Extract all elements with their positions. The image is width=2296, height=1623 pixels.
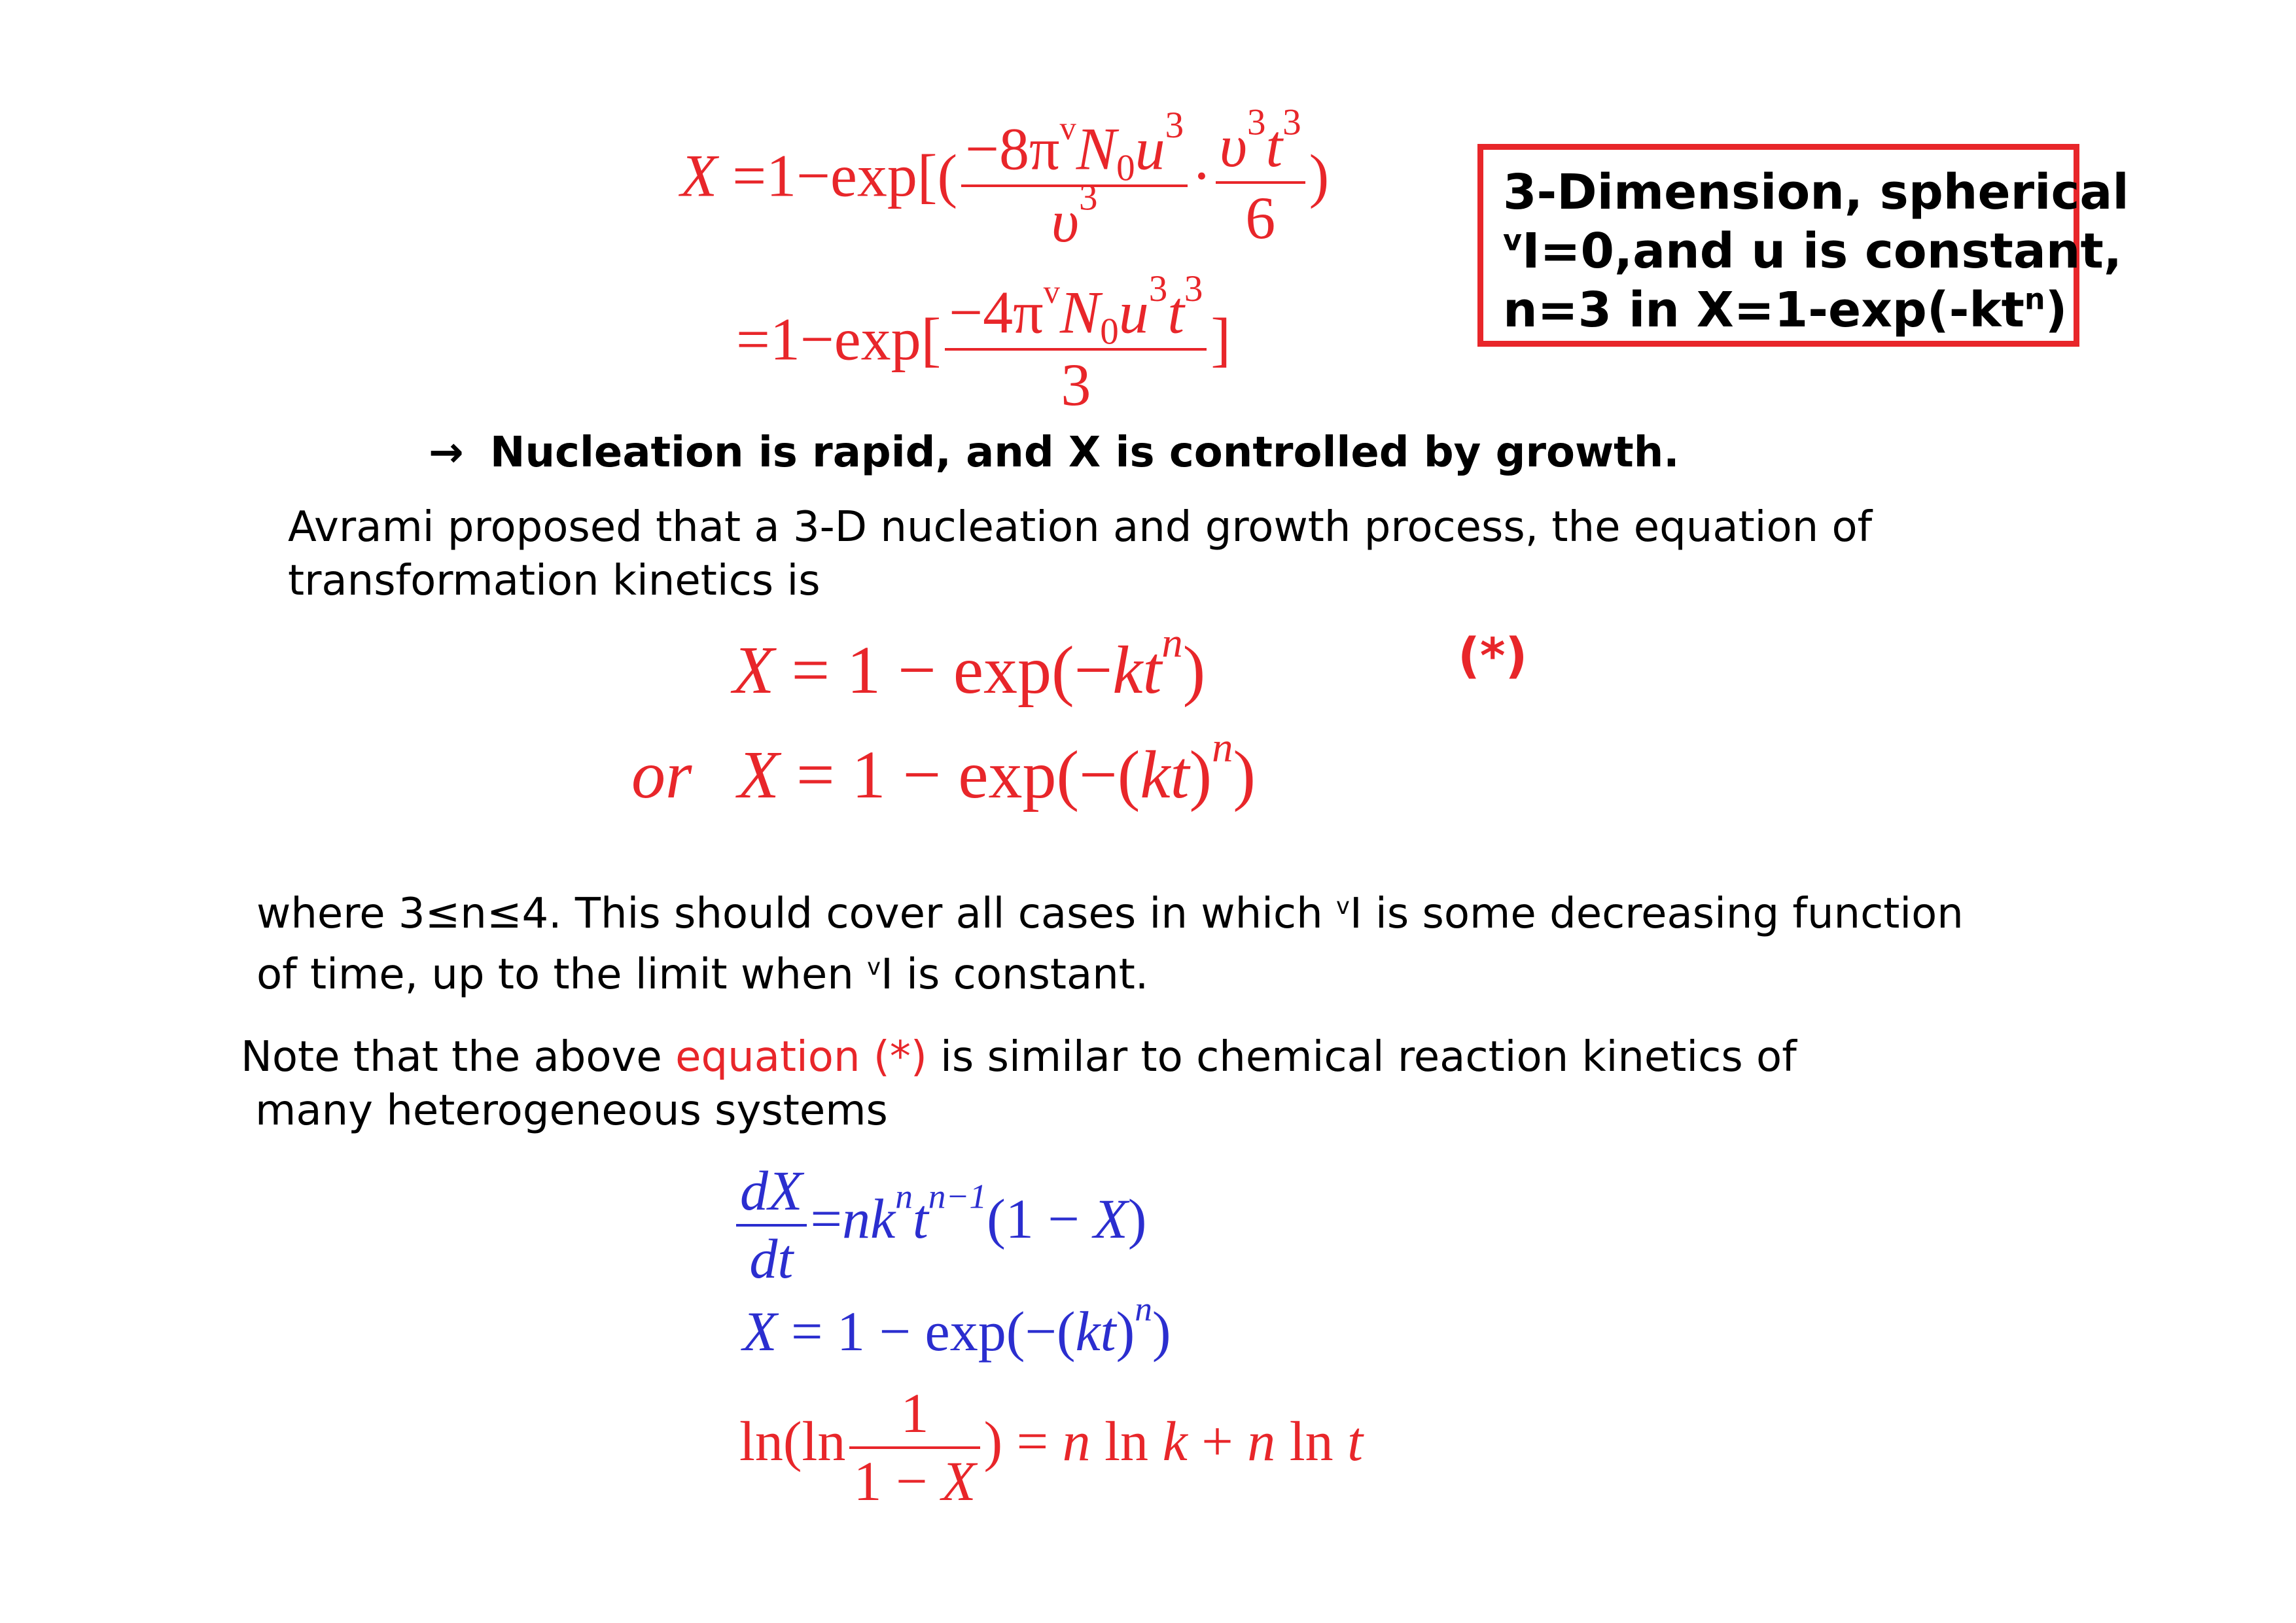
avrami-eq2-sup: n <box>1212 724 1233 771</box>
fraction-3-numerator <box>945 268 1207 353</box>
num3-sub: 0 <box>1100 311 1119 353</box>
callout-line1: 3-Dimension, spherical <box>1503 164 2129 220</box>
avrami-or: or <box>631 737 692 812</box>
fraction-1 <box>961 105 1188 255</box>
kinetic-equation-line2 <box>736 268 1231 419</box>
integrated-X: X <box>743 1300 777 1363</box>
callout-line3-sup: n <box>2024 283 2045 317</box>
log-ln-left: ln(ln <box>739 1410 846 1473</box>
num1-a: −8π <box>965 115 1060 183</box>
fraction-2-numerator <box>1216 101 1305 184</box>
eq-exp-open: exp[( <box>830 142 958 209</box>
range-text-line1 <box>256 880 1964 941</box>
fraction-1-numerator <box>961 105 1188 189</box>
note-line1-a: Note that the above <box>241 1033 676 1081</box>
rate-nk-sup: n <box>895 1176 913 1216</box>
derivative-numerator: dX <box>736 1161 807 1227</box>
arrow-note <box>429 428 1680 477</box>
rate-X: X <box>1093 1187 1128 1251</box>
integrated-kt: kt <box>1075 1300 1116 1363</box>
eq2-one: 1 <box>769 305 800 373</box>
fraction-2 <box>1216 101 1305 252</box>
note-text-line1 <box>241 1030 1797 1084</box>
eq-one: 1 <box>766 142 797 209</box>
eq-X: X <box>680 142 718 209</box>
rate-paren: (1 − <box>987 1187 1094 1251</box>
avrami-eq2-mid: = 1 − exp(−( <box>779 737 1140 812</box>
integrated-sup: n <box>1135 1289 1152 1329</box>
callout-line3 <box>1503 281 2068 340</box>
kinetic-equation-line1 <box>680 101 1330 255</box>
callout-line2-text: I=0,and u is constant, <box>1521 223 2122 279</box>
derivative-denominator: dt <box>749 1227 794 1291</box>
eq-close-paren: ) <box>1309 142 1330 209</box>
num2-sup1: 3 <box>1247 101 1266 143</box>
eq2-exp: exp[ <box>834 305 942 373</box>
avrami-eq1-kt: kt <box>1112 633 1162 708</box>
avrami-eq1-close: ) <box>1182 633 1206 708</box>
num3-t: t <box>1167 279 1184 346</box>
avrami-equation-1 <box>733 620 1206 709</box>
avrami-eq1-sup: n <box>1161 620 1183 667</box>
rate-equation <box>736 1161 1146 1289</box>
range-line2-v: v <box>867 954 881 981</box>
fraction-3 <box>945 268 1207 419</box>
note-line1-b: is similar to chemical reaction kinetics of <box>927 1033 1797 1081</box>
callout-line2 <box>1503 222 2122 281</box>
derivative-fraction <box>736 1161 807 1289</box>
rate-paren-close: ) <box>1127 1187 1147 1251</box>
log-den-a: 1 − <box>853 1450 942 1513</box>
num3-a: −4π <box>949 279 1044 346</box>
log-plus: + <box>1187 1410 1248 1473</box>
fraction-3-denominator: 3 <box>1061 351 1091 419</box>
num3-sup1: 3 <box>1148 268 1168 310</box>
log-fraction-numerator: 1 <box>849 1384 980 1449</box>
log-equation <box>739 1384 1363 1511</box>
log-fraction-denominator <box>849 1449 980 1513</box>
num1-v: v <box>1059 110 1076 147</box>
range-line2-a: of time, up to the limit when <box>256 951 868 1000</box>
log-den-X: X <box>941 1450 976 1513</box>
equation-star-label: (*) <box>1458 628 1528 684</box>
avrami-eq1-X: X <box>733 633 775 708</box>
den1-sup: 3 <box>1078 177 1098 218</box>
note-text-line2: many heterogeneous systems <box>255 1087 888 1135</box>
eq-minus: − <box>796 142 830 209</box>
log-n2: n <box>1247 1410 1276 1473</box>
fraction-2-denominator: 6 <box>1245 184 1276 252</box>
eq-dot: · <box>1192 142 1212 209</box>
num2-sup2: 3 <box>1282 101 1301 143</box>
avrami-intro <box>288 500 1872 608</box>
num1-sup: 3 <box>1165 105 1184 147</box>
log-k: k <box>1162 1410 1188 1473</box>
avrami-intro-line2: transformation kinetics is <box>288 557 821 605</box>
rate-nk: nk <box>842 1187 896 1251</box>
note-equation-ref: equation (*) <box>675 1033 927 1081</box>
note-text <box>241 1030 1797 1138</box>
rate-t: t <box>912 1187 928 1251</box>
range-line1-a: where 3≤n≤4. This should cover all cases in which <box>256 890 1336 939</box>
fraction-1-denominator <box>961 177 1188 255</box>
eq-equals: = <box>732 142 767 209</box>
num1-u: u <box>1135 115 1165 183</box>
num3-sup2: 3 <box>1184 268 1203 310</box>
avrami-intro-line1: Avrami proposed that a 3-D nucleation and growth process, the equation of <box>288 503 1873 551</box>
range-line2-b: I is constant. <box>880 951 1149 1000</box>
num1-sub: 0 <box>1116 147 1135 189</box>
integrated-mid: = 1 − exp(−( <box>777 1300 1076 1363</box>
eq2-equals: = <box>736 305 770 373</box>
avrami-eq1-mid: = 1 − exp(− <box>774 633 1113 708</box>
integrated-equation <box>743 1289 1171 1364</box>
eq2-minus: − <box>800 305 834 373</box>
range-text <box>256 880 1964 1002</box>
eq2-close-bracket: ] <box>1210 305 1231 373</box>
log-ln-k: ln <box>1090 1410 1163 1473</box>
den1-upsilon: υ <box>1051 188 1079 255</box>
num3-u: u <box>1118 279 1149 346</box>
num3-v: v <box>1043 273 1060 310</box>
arrow-icon: → <box>429 428 464 477</box>
avrami-eq2-close2: ) <box>1233 737 1256 812</box>
log-t: t <box>1347 1410 1364 1473</box>
avrami-eq2-kt: kt <box>1140 737 1190 812</box>
avrami-eq2-close1: ) <box>1189 737 1212 812</box>
range-text-line2 <box>256 941 1964 1002</box>
avrami-equation-2 <box>631 724 1256 814</box>
range-line1-v: v <box>1336 893 1350 920</box>
log-fraction <box>849 1384 980 1511</box>
num2-upsilon: υ <box>1219 112 1248 179</box>
num1-N: N <box>1076 115 1117 183</box>
callout-box <box>1477 144 2129 347</box>
num3-N: N <box>1059 279 1101 346</box>
log-ln-t: ln <box>1275 1410 1348 1473</box>
log-equals: = <box>1002 1410 1063 1473</box>
callout-line3-close: ) <box>2045 282 2068 338</box>
callout-line3-text: n=3 in X=1-exp(-kt <box>1503 282 2025 338</box>
log-n1: n <box>1062 1410 1091 1473</box>
arrow-note-text: Nucleation is rapid, and X is controlled by growth. <box>489 428 1680 477</box>
num2-t: t <box>1265 112 1283 179</box>
rate-eq-equals: = <box>810 1187 843 1251</box>
log-close: ) <box>983 1410 1003 1473</box>
integrated-close2: ) <box>1152 1300 1171 1363</box>
avrami-eq2-X: X <box>737 737 780 812</box>
integrated-close1: ) <box>1116 1300 1135 1363</box>
range-line1-b: I is some decreasing function <box>1349 890 1964 939</box>
rate-t-sup: n−1 <box>928 1176 987 1216</box>
callout-v: v <box>1503 224 1522 258</box>
